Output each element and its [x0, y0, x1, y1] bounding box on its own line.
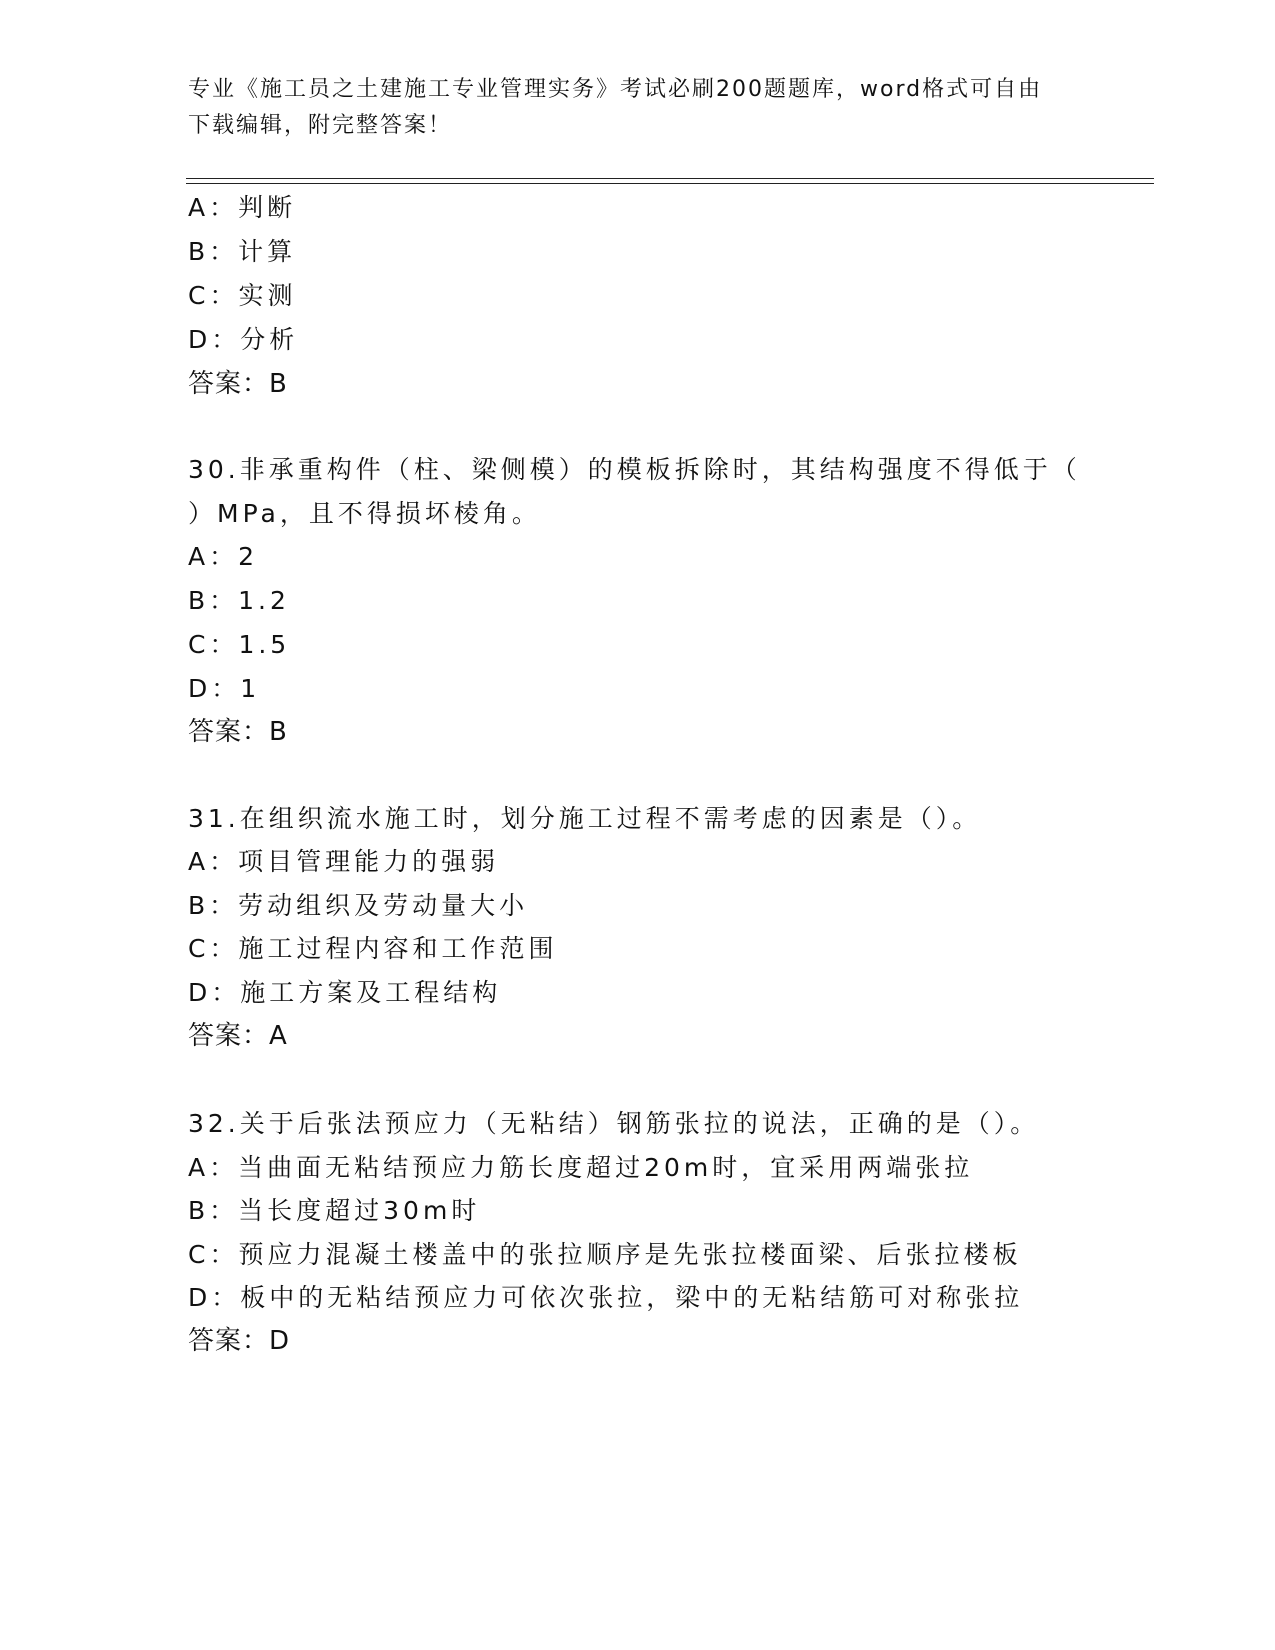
- document-header: [188, 72, 1088, 144]
- q30-stem-line-1: 30.非承重构件（柱、梁侧模）的模板拆除时，其结构强度不得低于（: [188, 455, 1081, 484]
- prev-option-c: C：实测: [188, 281, 297, 310]
- prev-option-d: D：分析: [188, 325, 299, 354]
- q30-option-d: D：1: [188, 674, 261, 703]
- q31-option-b: B：劳动组织及劳动量大小: [188, 891, 529, 920]
- header-line-2: 下载编辑，附完整答案！: [188, 113, 453, 138]
- q30-option-b: B：1.2: [188, 586, 290, 615]
- q32-answer: 答案：D: [188, 1326, 291, 1356]
- q32-stem-line-1: 32.关于后张法预应力（无粘结）钢筋张拉的说法，正确的是（）。: [188, 1109, 1040, 1138]
- q30-option-c: C：1.5: [188, 630, 291, 659]
- q32-option-b: B：当长度超过30m时: [188, 1196, 481, 1225]
- q31-answer: 答案：A: [188, 1021, 288, 1051]
- q31-option-c: C：施工过程内容和工作范围: [188, 934, 558, 963]
- header-line-1: 专业《施工员之土建施工专业管理实务》考试必刷200题题库，word格式可自由: [188, 77, 1043, 102]
- q31-option-d: D：施工方案及工程结构: [188, 978, 502, 1007]
- q30-option-a: A：2: [188, 542, 259, 571]
- q31-stem-line-1: 31.在组织流水施工时，划分施工过程不需考虑的因素是（）。: [188, 804, 982, 833]
- header-rule-bottom: [186, 183, 1154, 184]
- q30-answer: 答案：B: [188, 717, 288, 747]
- prev-answer: 答案：B: [188, 369, 288, 399]
- prev-option-b: B：计算: [188, 237, 297, 266]
- q32-option-a: A：当曲面无粘结预应力筋长度超过20m时，宜采用两端张拉: [188, 1153, 974, 1182]
- header-rule-top: [186, 178, 1154, 179]
- q32-option-d: D：板中的无粘结预应力可依次张拉，梁中的无粘结筋可对称张拉: [188, 1283, 1024, 1312]
- prev-option-a: A：判断: [188, 193, 297, 222]
- q32-option-c: C：预应力混凝土楼盖中的张拉顺序是先张拉楼面梁、后张拉楼板: [188, 1240, 1022, 1269]
- q31-option-a: A：项目管理能力的强弱: [188, 847, 500, 876]
- q30-stem-line-2: ）MPa，且不得损坏棱角。: [188, 499, 541, 528]
